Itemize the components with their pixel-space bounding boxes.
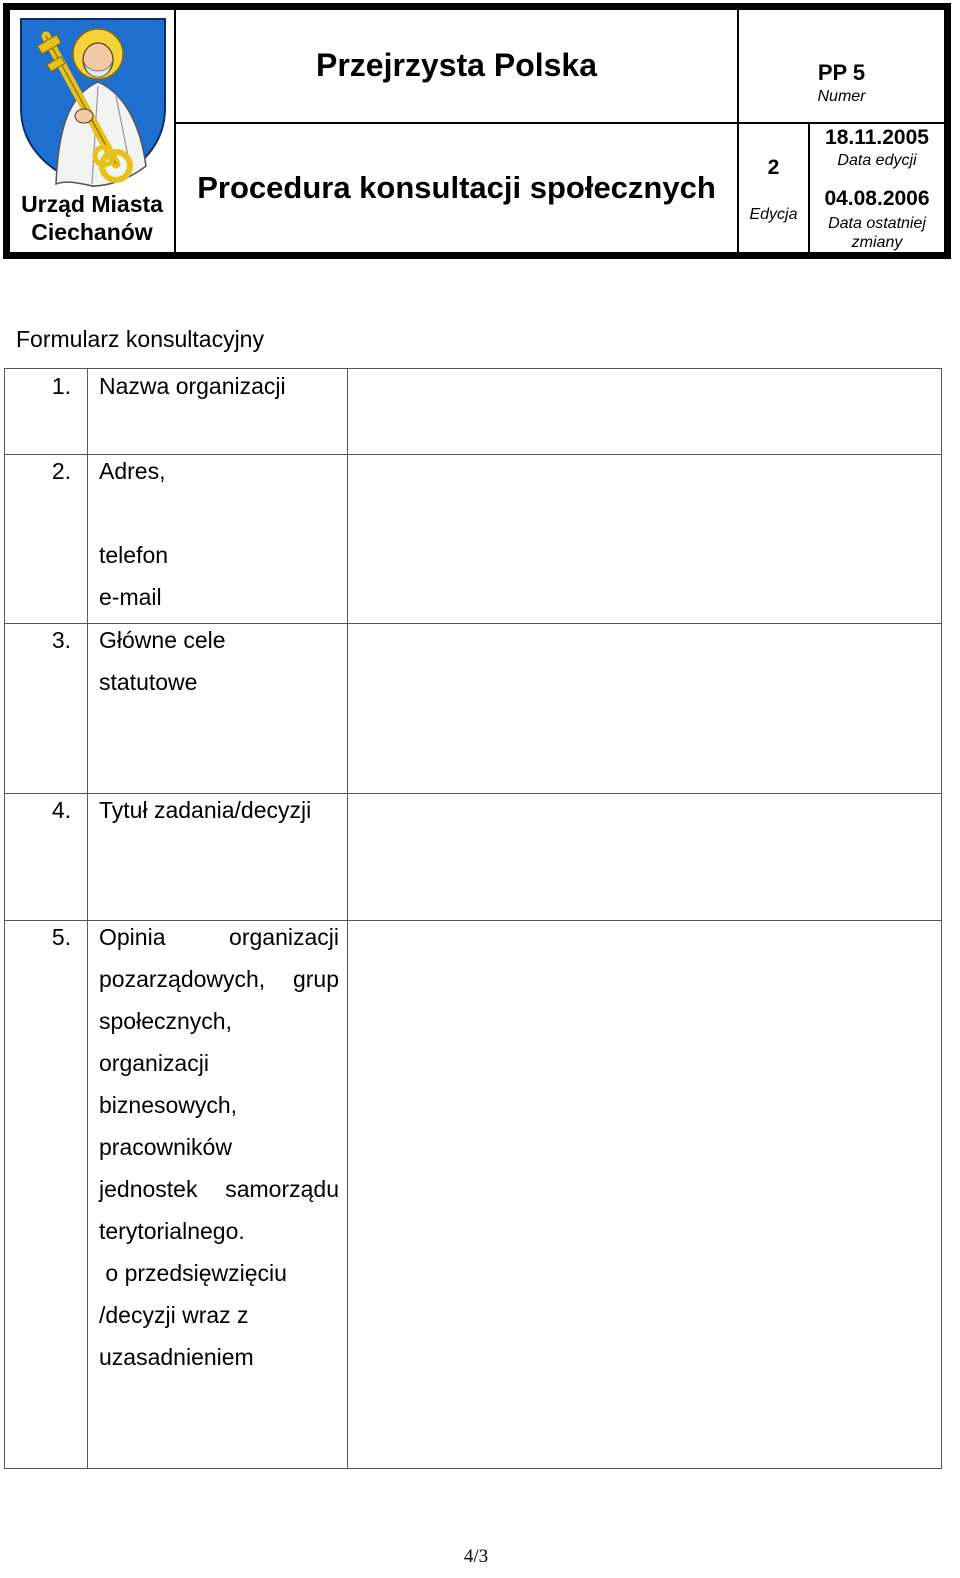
consultation-form-table <box>4 368 942 1469</box>
document-header <box>3 3 951 259</box>
row-number: 5. <box>51 924 71 950</box>
answer-field-task-title[interactable] <box>348 794 941 920</box>
answer-field-organization-name[interactable] <box>348 369 941 454</box>
row-label-line: Opinia organizacji <box>99 924 339 950</box>
row-label-line: terytorialnego. <box>99 1218 245 1244</box>
row-label-line: /decyzji wraz z <box>99 1302 249 1328</box>
edition-date: 18.11.2005 <box>825 126 929 149</box>
office-name-line1: Urząd Miasta <box>21 191 163 217</box>
last-change-date-label-line1: Data ostatniej <box>828 215 926 232</box>
row-label-line: Główne cele <box>99 627 226 653</box>
edition-number: 2 <box>767 156 780 179</box>
page-number: 4/3 <box>463 1546 489 1567</box>
answer-field-statutory-goals[interactable] <box>348 624 941 793</box>
row-label <box>99 619 339 703</box>
row-number: 4. <box>51 797 71 823</box>
last-change-date: 04.08.2006 <box>824 187 930 210</box>
document-number: PP 5 <box>817 60 866 85</box>
row-label-line: biznesowych, <box>99 1092 238 1118</box>
row-label-line <box>99 492 339 534</box>
row-label-line: jednostek samorządu <box>99 1176 339 1202</box>
coat-of-arms-icon <box>18 16 168 188</box>
row-label-line: społecznych, <box>99 1008 232 1034</box>
edition-label: Edycja <box>749 206 798 223</box>
row-number: 2. <box>51 458 71 484</box>
table-column-divider <box>87 369 88 1468</box>
row-label-line: Adres, <box>99 458 166 484</box>
edition-cell <box>739 124 808 252</box>
last-change-date-label <box>810 214 944 252</box>
logo-cell <box>10 10 174 252</box>
row-label <box>99 450 339 618</box>
row-label-line: pracowników <box>99 1134 232 1160</box>
document-number-label: Numer <box>817 88 866 105</box>
row-label-line: pozarządowych, grup <box>99 966 339 992</box>
row-label <box>99 365 339 407</box>
last-change-date-label-line2: zmiany <box>851 234 903 251</box>
office-name-line2: Ciechanów <box>31 219 153 245</box>
row-label <box>99 916 339 1378</box>
procedure-title: Procedura konsultacji społecznych <box>197 170 716 205</box>
row-label-line: e-mail <box>99 584 162 610</box>
row-label <box>99 789 339 831</box>
row-label-line: Nazwa organizacji <box>99 373 286 399</box>
row-number: 3. <box>51 627 71 653</box>
document-number-cell <box>739 10 944 122</box>
row-label-line: uzasadnieniem <box>99 1344 254 1370</box>
row-label-line: o przedsięwzięciu <box>99 1260 287 1286</box>
program-title: Przejrzysta Polska <box>315 46 598 83</box>
edition-date-label: Data edycji <box>837 152 917 169</box>
dates-cell <box>810 124 944 252</box>
row-label-line: statutowe <box>99 669 198 695</box>
answer-field-opinion[interactable] <box>348 921 941 1468</box>
answer-field-address[interactable] <box>348 455 941 623</box>
row-number: 1. <box>51 373 71 399</box>
office-name <box>10 190 174 246</box>
form-title: Formularz konsultacyjny <box>16 326 264 352</box>
document-header-body <box>10 10 944 252</box>
row-label-line: Tytuł zadania/decyzji <box>99 797 312 823</box>
row-label-line: organizacji <box>99 1050 209 1076</box>
row-label-line: telefon <box>99 542 169 568</box>
